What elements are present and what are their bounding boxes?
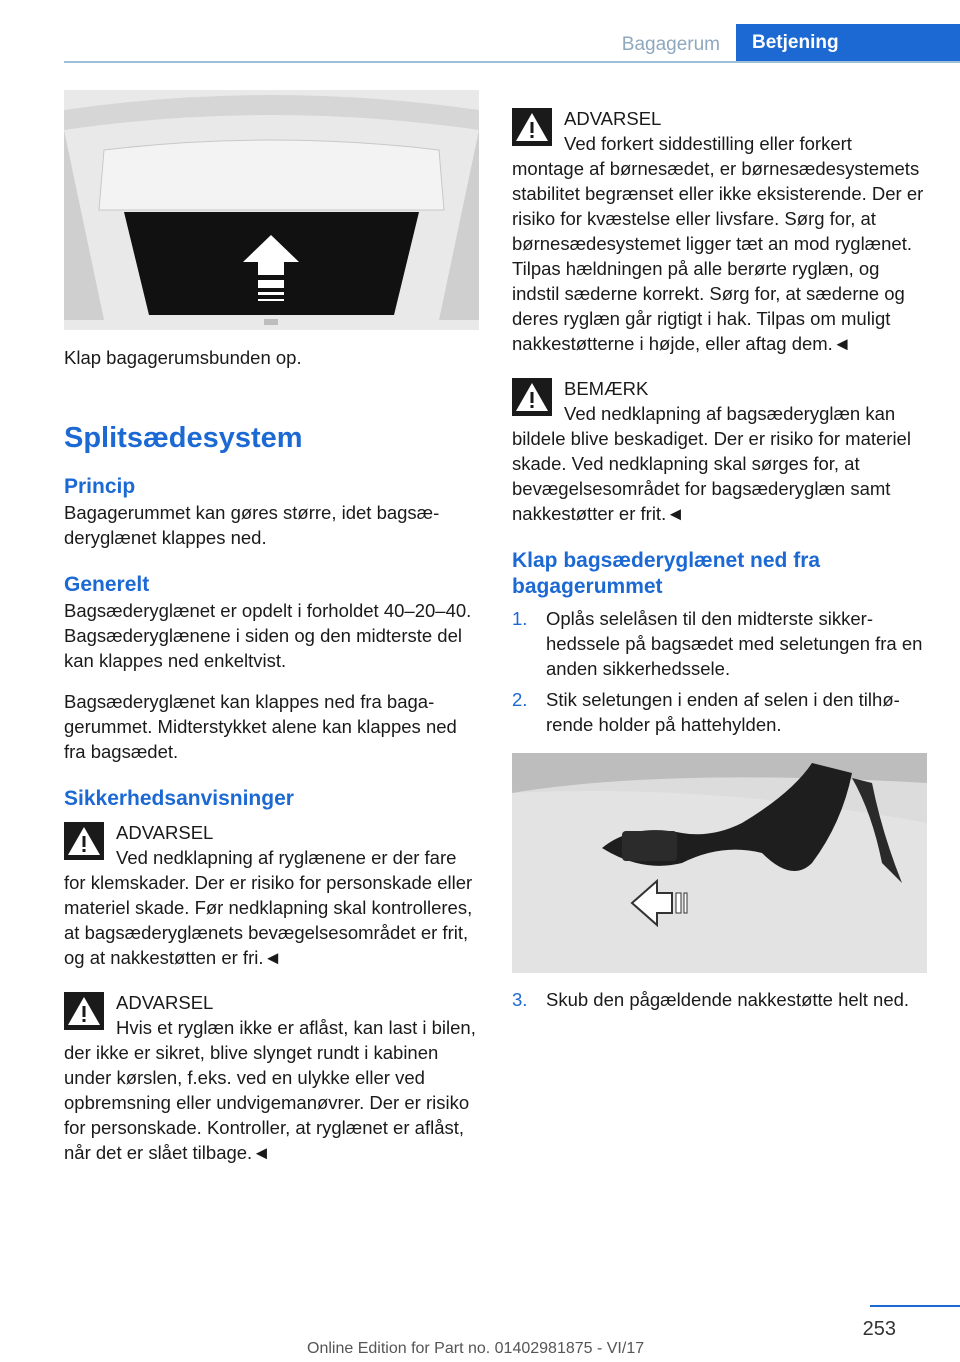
step-text: Stik seletungen i enden af selen i den tilhørende holder på hattehylden. xyxy=(546,689,900,735)
warning-title: ADVARSEL xyxy=(116,992,214,1013)
warning-box xyxy=(512,102,927,356)
warning-text: Hvis et ryglæn ikke er aflåst, kan last i bilen, der ikke er sikret, blive slynget rundt i kabinen under kørslen, f.eks. ved en ulykke eller ved opbremsning eller undvigemanøvrer. Der er risiko for personskade. Kontroller, at ryglænet er aflåst, når det er slået tilbage.◄ xyxy=(64,1017,476,1163)
warning-triangle-icon xyxy=(512,108,552,146)
list-item xyxy=(512,606,927,681)
warning-title: ADVARSEL xyxy=(116,822,214,843)
page-header xyxy=(0,0,960,62)
trunk-floor-illustration xyxy=(64,90,479,330)
left-column xyxy=(64,90,479,1181)
warning-triangle-icon xyxy=(64,992,104,1030)
step-number: 3. xyxy=(512,989,528,1010)
steps-list-continued xyxy=(512,987,927,1012)
list-item xyxy=(512,687,927,737)
subheading-fold-down: Klap bagsæderyglænet ned fra bagagerummet xyxy=(512,549,821,598)
trunk-floor-figure xyxy=(64,90,479,330)
warning-box xyxy=(64,816,479,970)
warning-title: ADVARSEL xyxy=(564,108,662,129)
header-rule xyxy=(64,61,960,63)
subheading-princip: Princip xyxy=(64,475,136,498)
princip-text: Bagagerummet kan gøres større, idet bagsæderyglænet klappes ned. xyxy=(64,502,440,548)
note-box xyxy=(512,372,927,526)
warning-triangle-icon xyxy=(64,822,104,860)
hat-shelf-illustration xyxy=(512,753,927,973)
section-heading: Splitsædesystem xyxy=(64,422,303,454)
warning-box xyxy=(64,986,479,1165)
list-item xyxy=(512,987,927,1012)
right-column xyxy=(512,102,927,1018)
subheading-safety: Sikkerhedsanvisninger xyxy=(64,787,294,810)
warning-text: Ved forkert siddestilling eller forkert montage af børnesædet, er børnesædesystemets stabilitet begrænset eller ikke eksisterende. Der er risiko for kvæstelse eller livsfare. Sørg for, at børnesædesystemet ligger tæt an mod ryglænet. Tilpas hældningen på alle berørte ryglæn, og indstil sæderne korrekt. Sørg for, at sæderne og deres ryglæn går rigtigt i hak. Tilpas om muligt nakkestøtterne i højde, eller aftag dem.◄ xyxy=(512,133,924,354)
caption: Klap bagagerumsbunden op. xyxy=(64,347,302,368)
step-text: Skub den pågældende nakkestøtte helt ned. xyxy=(546,989,910,1010)
footer-rule xyxy=(870,1305,960,1307)
subheading-generelt: Generelt xyxy=(64,573,150,596)
generelt-text-2: Bagsæderyglænet kan klappes ned fra bagagerummet. Midterstykket alene kan klappes ned fra bagsædet. xyxy=(64,691,457,762)
generelt-text-1: Bagsæderyglænet er opdelt i forholdet 40–20–40. Bagsæderyglænene i siden og den midterste del kan klappes ned enkeltvist. xyxy=(64,600,472,671)
page-number: 253 xyxy=(862,1318,896,1340)
step-number: 2. xyxy=(512,689,528,710)
steps-list xyxy=(512,606,927,737)
warning-text: Ved nedklapning af ryglænene er der fare for klemskader. Der er risiko for personskade eller materiel skade. Før nedklapning skal kontrolleres, at bagsæderyglænets bevægelsesområdet er frit, og at nakkestøtten er fri.◄ xyxy=(64,847,473,968)
note-text: Ved nedklapning af bagsæderyglæn kan bildele blive beskadiget. Der er risiko for materiel skade. Ved nedklapning skal sørges for, at bevægelsesområdet for bagsæderyglæn samt nakkestøtter er frit.◄ xyxy=(512,403,911,524)
section-tab[interactable]: Bagagerum xyxy=(621,34,720,55)
note-triangle-icon xyxy=(512,378,552,416)
hat-shelf-figure xyxy=(512,753,927,973)
step-number: 1. xyxy=(512,608,528,629)
step-text: Oplås selelåsen til den midterste sikkerhedssele på bagsædet med seletungen fra en anden sikkerhedssele. xyxy=(546,608,923,679)
note-title: BEMÆRK xyxy=(564,378,649,399)
chapter-tab[interactable]: Betjening xyxy=(736,24,960,62)
edition-note: Online Edition for Part no. 01402981875 - VI/17 xyxy=(307,1340,645,1357)
